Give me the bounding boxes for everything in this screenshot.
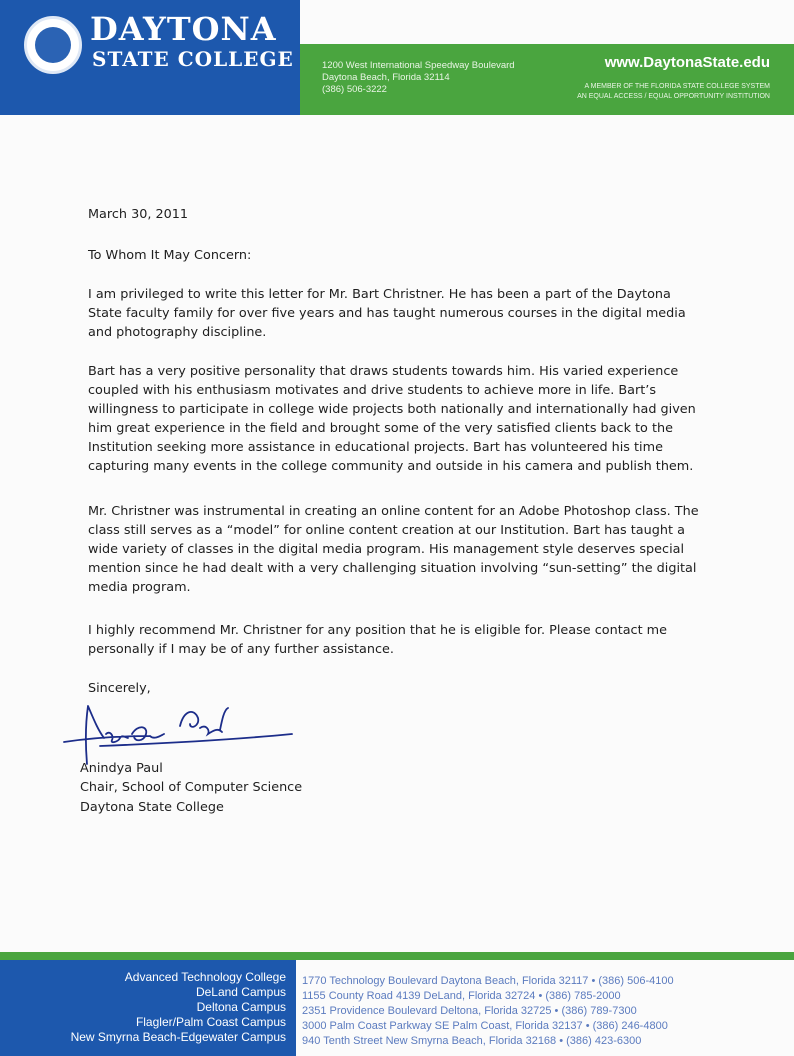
letter-date: March 30, 2011	[88, 207, 189, 222]
campus-address: 1155 County Road 4139 DeLand, Florida 32724 • (386) 785-2000	[302, 990, 621, 1002]
campus-name: Deltona Campus	[196, 1000, 286, 1014]
campus-list	[0, 970, 286, 1045]
website-link[interactable]: www.DaytonaState.edu	[604, 54, 770, 71]
footer-green-rule	[0, 952, 794, 960]
campus-address: 1770 Technology Boulevard Daytona Beach, Florida 32117 • (386) 506-4100	[302, 975, 674, 987]
paragraph-3: Mr. Christner was instrumental in creating an online content for an Adobe Photoshop class. The class still serves as a “model” for online content creation at our Institution. Bart has taught a wide variety of classes in the digital media program. His management style deserves special mention since he had dealt with a very challenging situation involving “sun-setting” the digital media program.	[88, 504, 699, 595]
address-phone: (386) 506-3222	[322, 84, 387, 95]
campus-name: Flagler/Palm Coast Campus	[135, 1015, 286, 1029]
campus-name: Advanced Technology College	[124, 970, 286, 984]
signer-organization: Daytona State College	[80, 800, 224, 815]
address-city: Daytona Beach, Florida 32114	[322, 72, 450, 83]
salutation: To Whom It May Concern:	[88, 248, 252, 263]
logo-daytona: DAYTONA	[90, 10, 277, 48]
paragraph-1: I am privileged to write this letter for Mr. Bart Christner. He has been a part of the Daytona State faculty family for over five years and has taught numerous courses in the digital media and photography discipline.	[88, 287, 686, 340]
campus-address: 940 Tenth Street New Smyrna Beach, Florida 32168 • (386) 423-6300	[302, 1035, 642, 1047]
member-line: A MEMBER OF THE FLORIDA STATE COLLEGE SYSTEM	[584, 83, 770, 90]
campus-name: DeLand Campus	[195, 985, 286, 999]
paragraph-2: Bart has a very positive personality that draws students towards him. His varied experience coupled with his enthusiasm motivates and drive students to achieve more in life. Bart’s willingness to participate in college wide projects both nationally and internationally had given him great experience in the field and brought some of the very satisfied clients back to the Institution seeking more assistance in educational projects. Bart has volunteered his time capturing many events in the college community and outside in his camera and publish them.	[88, 364, 696, 474]
address-street: 1200 West International Speedway Boulevard	[322, 60, 515, 71]
equal-access-line: AN EQUAL ACCESS / EQUAL OPPORTUNITY INSTITUTION	[577, 93, 770, 100]
campus-address: 3000 Palm Coast Parkway SE Palm Coast, Florida 32137 • (386) 246-4800	[302, 1020, 668, 1032]
signer-title: Chair, School of Computer Science	[80, 780, 303, 795]
signer-name: Anindya Paul	[80, 761, 163, 776]
closing: Sincerely,	[88, 681, 151, 696]
paragraph-4: I highly recommend Mr. Christner for any position that he is eligible for. Please contact me personally if I may be of any further assistance.	[88, 623, 668, 657]
campus-address-list	[302, 974, 782, 1049]
campus-name: New Smyrna Beach-Edgewater Campus	[70, 1030, 286, 1044]
logo-state-college: STATE COLLEGE	[92, 47, 294, 71]
campus-address: 2351 Providence Boulevard Deltona, Florida 32725 • (386) 789-7300	[302, 1005, 637, 1017]
